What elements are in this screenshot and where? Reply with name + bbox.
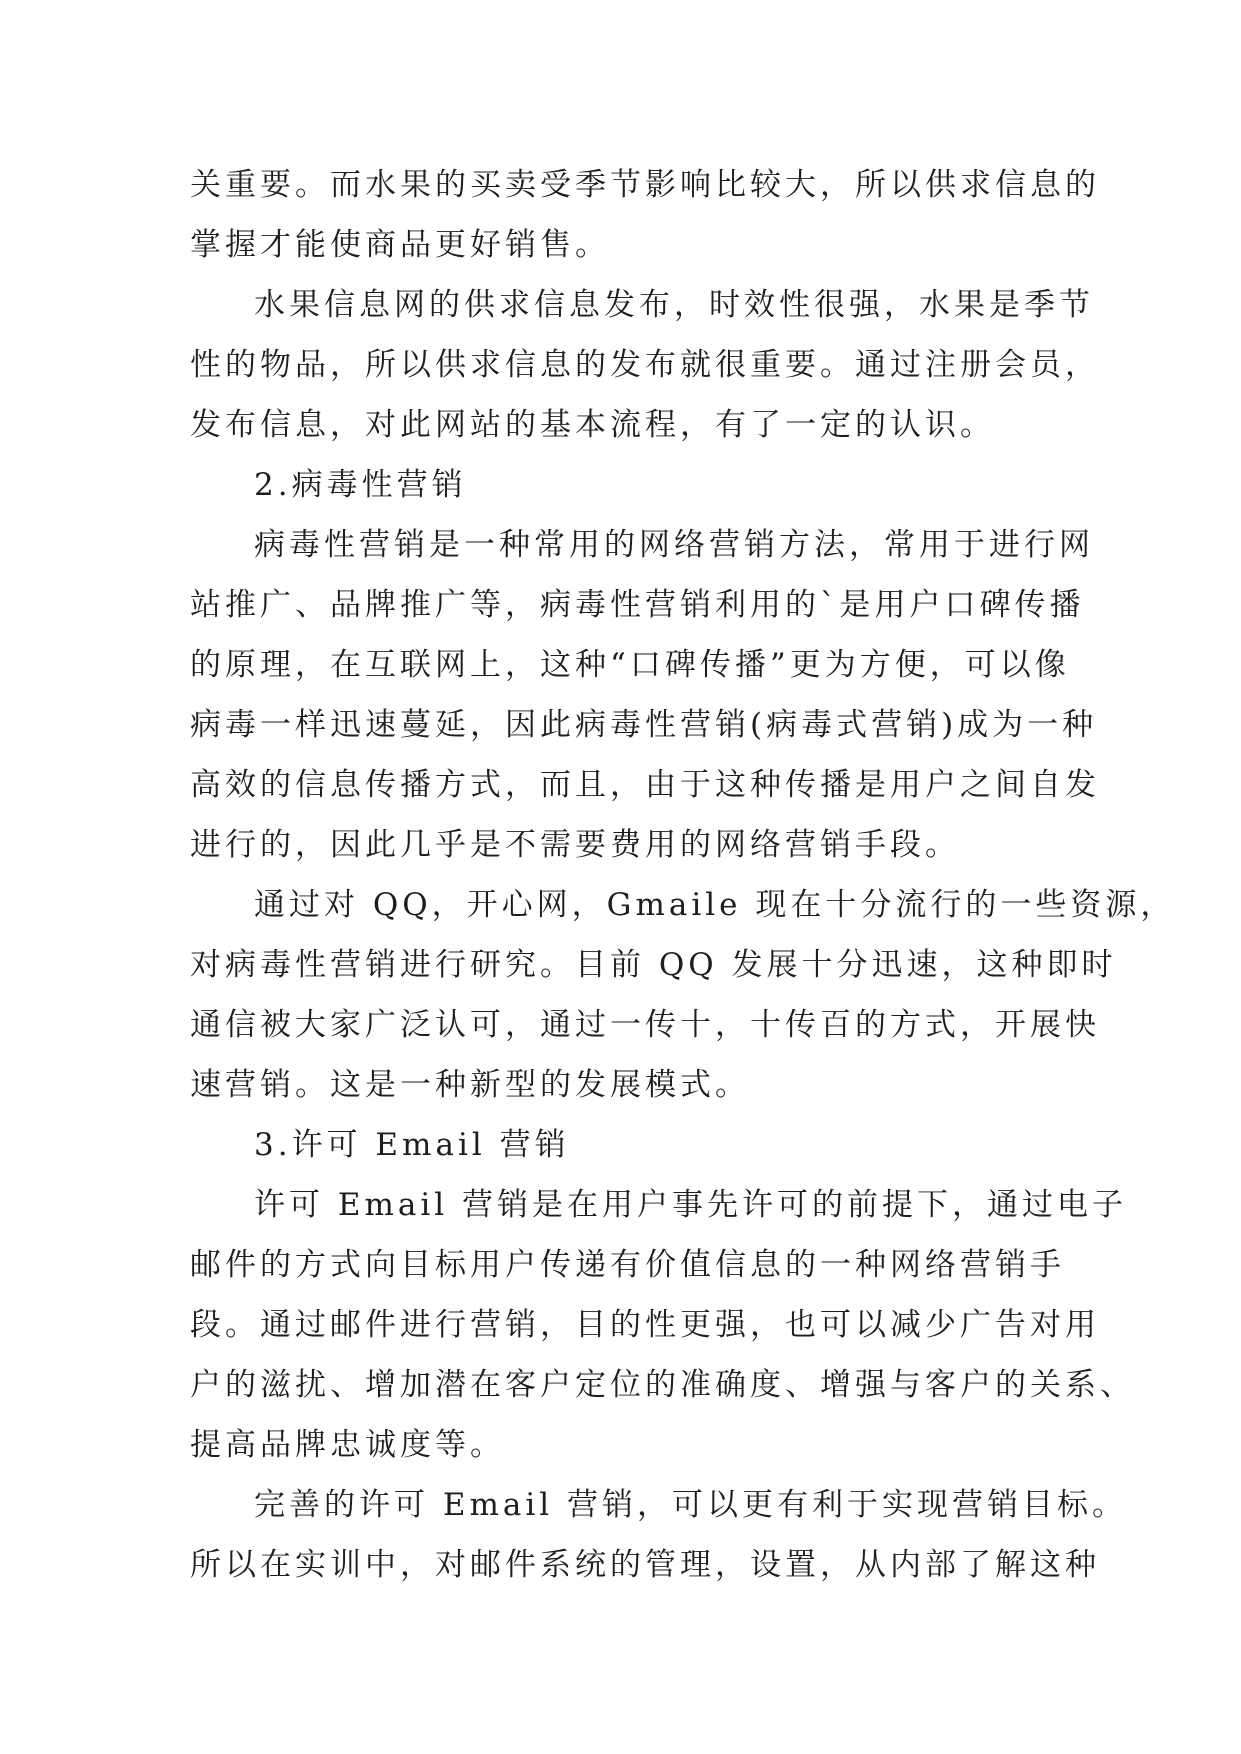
- text-line-12: 进行的，因此几乎是不需要费用的网络营销手段。: [190, 827, 960, 863]
- text-line-10: 病毒一样迅速蔓延，因此病毒性营销(病毒式营销)成为一种: [190, 707, 1098, 743]
- text-line-13: 通过对 QQ，开心网，Gmaile 现在十分流行的一些资源，: [254, 887, 1176, 923]
- text-line-21: 户的滋扰、增加潜在客户定位的准确度、增强与客户的关系、: [190, 1367, 1135, 1403]
- text-line-8: 站推广、品牌推广等，病毒性营销利用的`是用户口碑传播: [190, 587, 1085, 623]
- text-line-9: 的原理，在互联网上，这种“口碑传播”更为方便，可以像: [190, 647, 1070, 683]
- text-line-5: 发布信息，对此网站的基本流程，有了一定的认识。: [190, 407, 995, 443]
- text-line-1: 关重要。而水果的买卖受季节影响比较大，所以供求信息的: [190, 167, 1100, 203]
- text-line-3: 水果信息网的供求信息发布，时效性很强，水果是季节: [254, 287, 1094, 323]
- text-line-16: 速营销。这是一种新型的发展模式。: [190, 1067, 750, 1103]
- text-line-22: 提高品牌忠诚度等。: [190, 1427, 505, 1463]
- text-line-11: 高效的信息传播方式，而且，由于这种传播是用户之间自发: [190, 767, 1100, 803]
- text-line-7: 病毒性营销是一种常用的网络营销方法，常用于进行网: [254, 527, 1094, 563]
- text-line-15: 通信被大家广泛认可，通过一传十，十传百的方式，开展快: [190, 1007, 1100, 1043]
- text-line-2: 掌握才能使商品更好销售。: [190, 227, 610, 263]
- text-line-20: 段。通过邮件进行营销，目的性更强，也可以减少广告对用: [190, 1307, 1100, 1343]
- document-body: [190, 155, 1176, 1595]
- text-line-24: 所以在实训中，对邮件系统的管理，设置，从内部了解这种: [190, 1547, 1100, 1583]
- section-heading-viral-marketing: 2.病毒性营销: [254, 467, 467, 503]
- section-heading-email-marketing: 3.许可 Email 营销: [254, 1127, 570, 1163]
- text-line-4: 性的物品，所以供求信息的发布就很重要。通过注册会员，: [190, 347, 1100, 383]
- text-line-18: 许可 Email 营销是在用户事先许可的前提下，通过电子: [254, 1187, 1128, 1223]
- text-line-19: 邮件的方式向目标用户传递有价值信息的一种网络营销手: [190, 1247, 1065, 1283]
- text-line-23: 完善的许可 Email 营销，可以更有利于实现营销目标。: [254, 1487, 1128, 1523]
- text-line-14: 对病毒性营销进行研究。目前 QQ 发展十分迅速，这种即时: [190, 947, 1117, 983]
